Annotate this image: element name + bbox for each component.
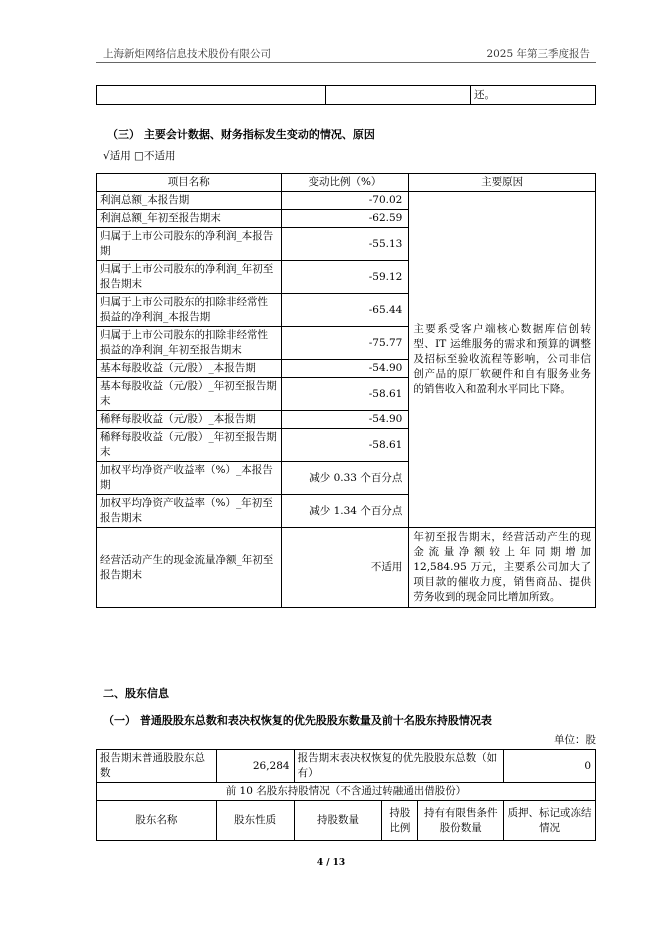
- item-name: 加权平均净资产收益率（%）_年初至报告期末: [97, 495, 282, 528]
- table-row: [97, 192, 596, 210]
- col-pledge-status: 质押、标记或冻结情况: [504, 801, 596, 841]
- col-header-item: 项目名称: [97, 174, 282, 192]
- change-ratio: -75.77: [281, 327, 409, 360]
- change-ratio: -54.90: [281, 411, 409, 429]
- total-shareholders-label: 报告期末普通股股东总数: [97, 750, 217, 783]
- change-ratio: 减少 0.33 个百分点: [281, 462, 409, 495]
- key-data-change-table: [96, 173, 596, 608]
- col-holding-ratio: 持股比例: [382, 801, 418, 841]
- change-ratio: -54.90: [281, 360, 409, 378]
- shareholder-table: [96, 749, 596, 841]
- col-header-reason: 主要原因: [409, 174, 596, 192]
- main-reason: 主要系受客户端核心数据库信创转型、IT 运维服务的需求和预算的调整及招标至验收流程等影响，公司非信创产品的原厂软硬件和自有服务业务的销售收入和盈利水平同比下降。: [409, 192, 596, 528]
- col-shareholder-name: 股东名称: [97, 801, 217, 841]
- item-name: 利润总额_年初至报告期末: [97, 210, 282, 228]
- item-name: 归属于上市公司股东的扣除非经常性损益的净利润_年初至报告期末: [97, 327, 282, 360]
- change-ratio: -55.13: [281, 228, 409, 261]
- total-shareholders-value: 26,284: [216, 750, 294, 783]
- change-ratio: -58.61: [281, 378, 409, 411]
- preferred-shareholders-label: 报告期末表决权恢复的优先股股东总数（如有）: [294, 750, 504, 783]
- item-name: 基本每股收益（元/股）_本报告期: [97, 360, 282, 378]
- item-name: 经营活动产生的现金流量净额_年初至报告期末: [97, 528, 282, 608]
- item-name: 归属于上市公司股东的净利润_本报告期: [97, 228, 282, 261]
- change-ratio: -70.02: [281, 192, 409, 210]
- change-ratio: -62.59: [281, 210, 409, 228]
- section-title-shareholders: 二、股东信息: [103, 687, 169, 700]
- change-ratio: 不适用: [281, 528, 409, 608]
- col-shares-held: 持股数量: [294, 801, 382, 841]
- subsection-title-shareholders: （一） 普通股股东总数和表决权恢复的优先股股东数量及前十名股东持股情况表: [103, 714, 492, 727]
- preferred-shareholders-value: 0: [504, 750, 596, 783]
- item-name: 归属于上市公司股东的净利润_年初至报告期末: [97, 261, 282, 294]
- item-name: 稀释每股收益（元/股）_年初至报告期末: [97, 429, 282, 462]
- continued-table-row: [96, 85, 596, 105]
- col-restricted-shares: 持有有限售条件股份数量: [418, 801, 504, 841]
- top-cell-1: [97, 86, 326, 105]
- change-ratio: -59.12: [281, 261, 409, 294]
- applicable-checkbox-line: √适用 □不适用: [103, 150, 176, 162]
- item-name: 稀释每股收益（元/股）_本报告期: [97, 411, 282, 429]
- section-title-key-changes: （三） 主要会计数据、财务指标发生变动的情况、原因: [107, 128, 375, 141]
- item-name: 加权平均净资产收益率（%）_本报告期: [97, 462, 282, 495]
- top10-title: 前 10 名股东持股情况（不含通过转融通出借股份）: [97, 783, 596, 801]
- change-ratio: -65.44: [281, 294, 409, 327]
- cashflow-reason: 年初至报告期末，经营活动产生的现金流量净额较上年同期增加 12,584.95 万元，主要系公司加大了项目款的催收力度，销售商品、提供劳务收到的现金同比增加所致。: [409, 528, 596, 608]
- top-cell-2: [326, 86, 471, 105]
- unit-label: 单位：股: [554, 734, 596, 746]
- item-name: 基本每股收益（元/股）_年初至报告期末: [97, 378, 282, 411]
- col-header-ratio: 变动比例（%）: [281, 174, 409, 192]
- change-ratio: 减少 1.34 个百分点: [281, 495, 409, 528]
- change-ratio: -58.61: [281, 429, 409, 462]
- col-shareholder-nature: 股东性质: [216, 801, 294, 841]
- table-row: [97, 528, 596, 608]
- item-name: 归属于上市公司股东的扣除非经常性损益的净利润_本报告期: [97, 294, 282, 327]
- page-number: 4 / 13: [316, 858, 346, 868]
- top-cell-3: 还。: [471, 86, 596, 105]
- item-name: 利润总额_本报告期: [97, 192, 282, 210]
- header-divider: [96, 62, 596, 63]
- header-report-title: 2025 年第三季度报告: [486, 48, 590, 60]
- header-company: 上海新炬网络信息技术股份有限公司: [103, 48, 271, 60]
